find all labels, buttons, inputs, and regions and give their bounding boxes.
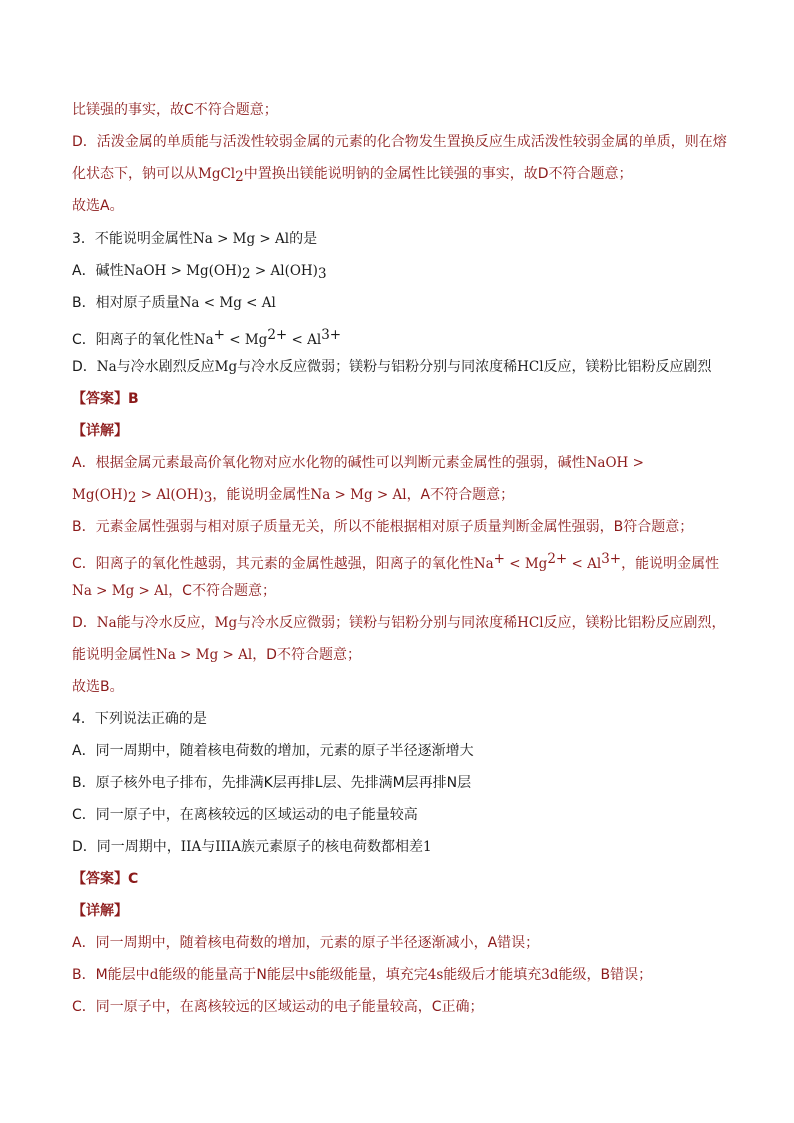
- text-line: 故选B。: [72, 679, 124, 695]
- answer-label: 【答案】C: [72, 871, 139, 887]
- option-b: B．原子核外电子排布，先排满K层再排L层、先排满M层再排N层: [72, 775, 472, 791]
- answer-label: 【答案】B: [72, 391, 139, 407]
- question-3-stem: 3．不能说明金属性Na > Mg > Al的是: [72, 231, 318, 247]
- text-line: 故选A。: [72, 198, 124, 214]
- text-line: D．活泼金属的单质能与活泼性较弱金属的元素的化合物发生置换反应生成活泼性较弱金属的单质，则在熔: [72, 134, 727, 150]
- question-4-stem: 4．下列说法正确的是: [72, 711, 207, 727]
- option-c: C．同一原子中，在离核较远的区域运动的电子能量较高: [72, 807, 418, 823]
- text-line: D．Na能与冷水反应，Mg与冷水反应微弱；镁粉与铝粉分别与同浓度稀HCl反应，镁粉比铝粉反应剧烈，: [72, 615, 726, 631]
- option-d: D．Na与冷水剧烈反应Mg与冷水反应微弱；镁粉与铝粉分别与同浓度稀HCl反应，镁粉比铝粉反应剧烈: [72, 359, 712, 375]
- text-line: A．根据金属元素最高价氧化物对应水化物的碱性可以判断元素金属性的强弱，碱性NaOH >: [72, 455, 644, 471]
- text-line: 化状态下，钠可以从MgCl$_2$中置换出镁能说明钠的金属性比镁强的事实，故D不符合题意；: [72, 166, 633, 185]
- text-line: C．同一原子中，在离核较远的区域运动的电子能量较高，C正确；: [72, 999, 484, 1015]
- text-line: B．元素金属性强弱与相对原子质量无关，所以不能根据相对原子质量判断金属性强弱，B符合题意；: [72, 519, 694, 535]
- option-a: A．同一周期中，随着核电荷数的增加，元素的原子半径逐渐增大: [72, 743, 474, 759]
- option-c: C．阳离子的氧化性$Na^+ < Mg^{2+} < Al^{3+}$: [72, 327, 342, 348]
- explanation-label: 【详解】: [72, 903, 128, 919]
- text-line: $Mg(OH)_2 > Al(OH)_3$，能说明金属性Na > Mg > Al，A不符合题意；: [72, 487, 515, 506]
- text-line: A．同一周期中，随着核电荷数的增加，元素的原子半径逐渐减小，A错误；: [72, 935, 540, 951]
- text-line: 比镁强的事实，故C不符合题意；: [72, 102, 278, 118]
- option-b: B．相对原子质量Na < Mg < Al: [72, 295, 276, 311]
- option-a: A．碱性NaOH > $Mg(OH)_2 > Al(OH)_3$: [72, 263, 327, 282]
- text-line: 能说明金属性Na > Mg > Al，D不符合题意；: [72, 647, 361, 663]
- text-line: B．M能层中d能级的能量高于N能层中s能级能量，填充完4s能级后才能填充3d能级，B错误；: [72, 967, 653, 983]
- text-line: Na > Mg > Al，C不符合题意；: [72, 583, 276, 599]
- explanation-label: 【详解】: [72, 423, 128, 439]
- text-line: C．阳离子的氧化性越弱，其元素的金属性越强，阳离子的氧化性$Na^+ < Mg^{2+} < Al^{3+}$，能说明金属性: [72, 551, 720, 572]
- option-d: D．同一周期中，IIA与IIIA族元素原子的核电荷数都相差1: [72, 839, 432, 855]
